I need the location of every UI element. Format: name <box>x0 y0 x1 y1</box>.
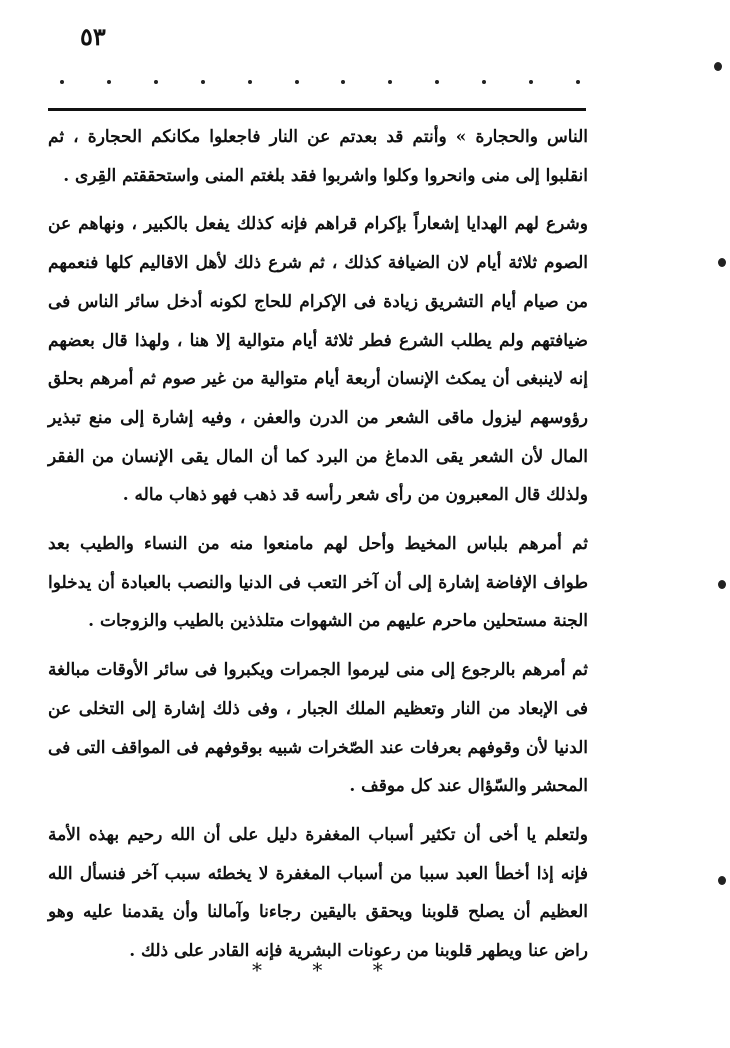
page-number: ٥٣ <box>80 22 106 51</box>
closing-ornament: * * * <box>252 958 405 982</box>
binding-hole <box>714 62 722 71</box>
ornament-dot <box>154 80 158 84</box>
ornament-dot <box>248 80 252 84</box>
ornament-dot <box>107 80 111 84</box>
body-text <box>48 118 588 971</box>
paragraph: وشرع لهم الهدايا إشعاراً بإكرام قراهم فإنه كذلك يفعل بالكبير ، ونهاهم عن الصوم ثلاثة أيام لان الضيافة كذلك ، ثم شرع ذلك لأهل الاقاليم كلها فنعمهم من صيام أيام التشريق زيادة فى الإكرام للحاج لكونه أدخل سائر الناس فى ضيافتهم ولم يطلب الشرع فطر ثلاثة أيام متوالية إلا هنا ، ولهذا قال بعضهم إنه لاينبغى أن يمكث الإنسان أربعة أيام متوالية من غير صوم ثم أمرهم بحلق رؤوسهم ليزول ماقى الشعر من الدرن والعفن ، وفيه إشارة إلى منع تبذير المال لأن الشعر يقى الدماغ من البرد كما أن المال يقى الإنسان من الفقر ولذلك قال المعبرون من رأى شعر رأسه قد ذهب فهو ذهاب ماله . <box>48 214 588 506</box>
dot-ornament-row <box>60 80 580 84</box>
binding-hole <box>718 580 726 589</box>
binding-hole <box>718 258 726 267</box>
paragraph: الناس والحجارة » وأنتم قد بعدتم عن النار فاجعلوا مكانكم الحجارة ، ثم انقلبوا إلى منى وانحروا وكلوا واشربوا فقد بلغتم المنى واستحققتم القِرى . <box>48 127 588 186</box>
header-rule <box>48 108 586 111</box>
ornament-dot <box>482 80 486 84</box>
ornament-dot <box>529 80 533 84</box>
paragraph: ولتعلم يا أخى أن تكثير أسباب المغفرة دليل على أن الله رحيم بهذه الأمة فإنه إذا أخطأ العبد سببا من أسباب المغفرة لا يخطئه سبب آخر فنسأل الله العظيم أن يصلح قلوبنا ويحقق باليقين رجاءنا وآمالنا وأن يقدمنا عليه وهو راض عنا ويطهر قلوبنا من رعونات البشرية فإنه القادر على ذلك . <box>48 824 588 962</box>
ornament-dot <box>576 80 580 84</box>
binding-hole <box>718 876 726 885</box>
ornament-dot <box>388 80 392 84</box>
ornament-dot <box>60 80 64 84</box>
paragraph: ثم أمرهم بلباس المخيط وأحل لهم مامنعوا منه من النساء والطيب بعد طواف الإفاضة إشارة إلى أن آخر التعب فى الدنيا والنصب بالعبادة أن يدخلوا الجنة مستحلين ماحرم عليهم من الشهوات متلذذين بالطيب والزوجات . <box>48 534 588 632</box>
paragraph: ثم أمرهم بالرجوع إلى منى ليرموا الجمرات ويكبروا فى سائر الأوقات مبالغة فى الإبعاد من النار وتعظيم الملك الجبار ، وفى ذلك إشارة إلى التخلى عن الدنيا لأن وقوفهم بعرفات عند الصّخرات شبيه بوقوفهم فى المواقف التى فى المحشر والسّؤال عند كل موقف . <box>48 660 588 797</box>
ornament-dot <box>295 80 299 84</box>
ornament-dot <box>435 80 439 84</box>
ornament-dot <box>341 80 345 84</box>
ornament-dot <box>201 80 205 84</box>
